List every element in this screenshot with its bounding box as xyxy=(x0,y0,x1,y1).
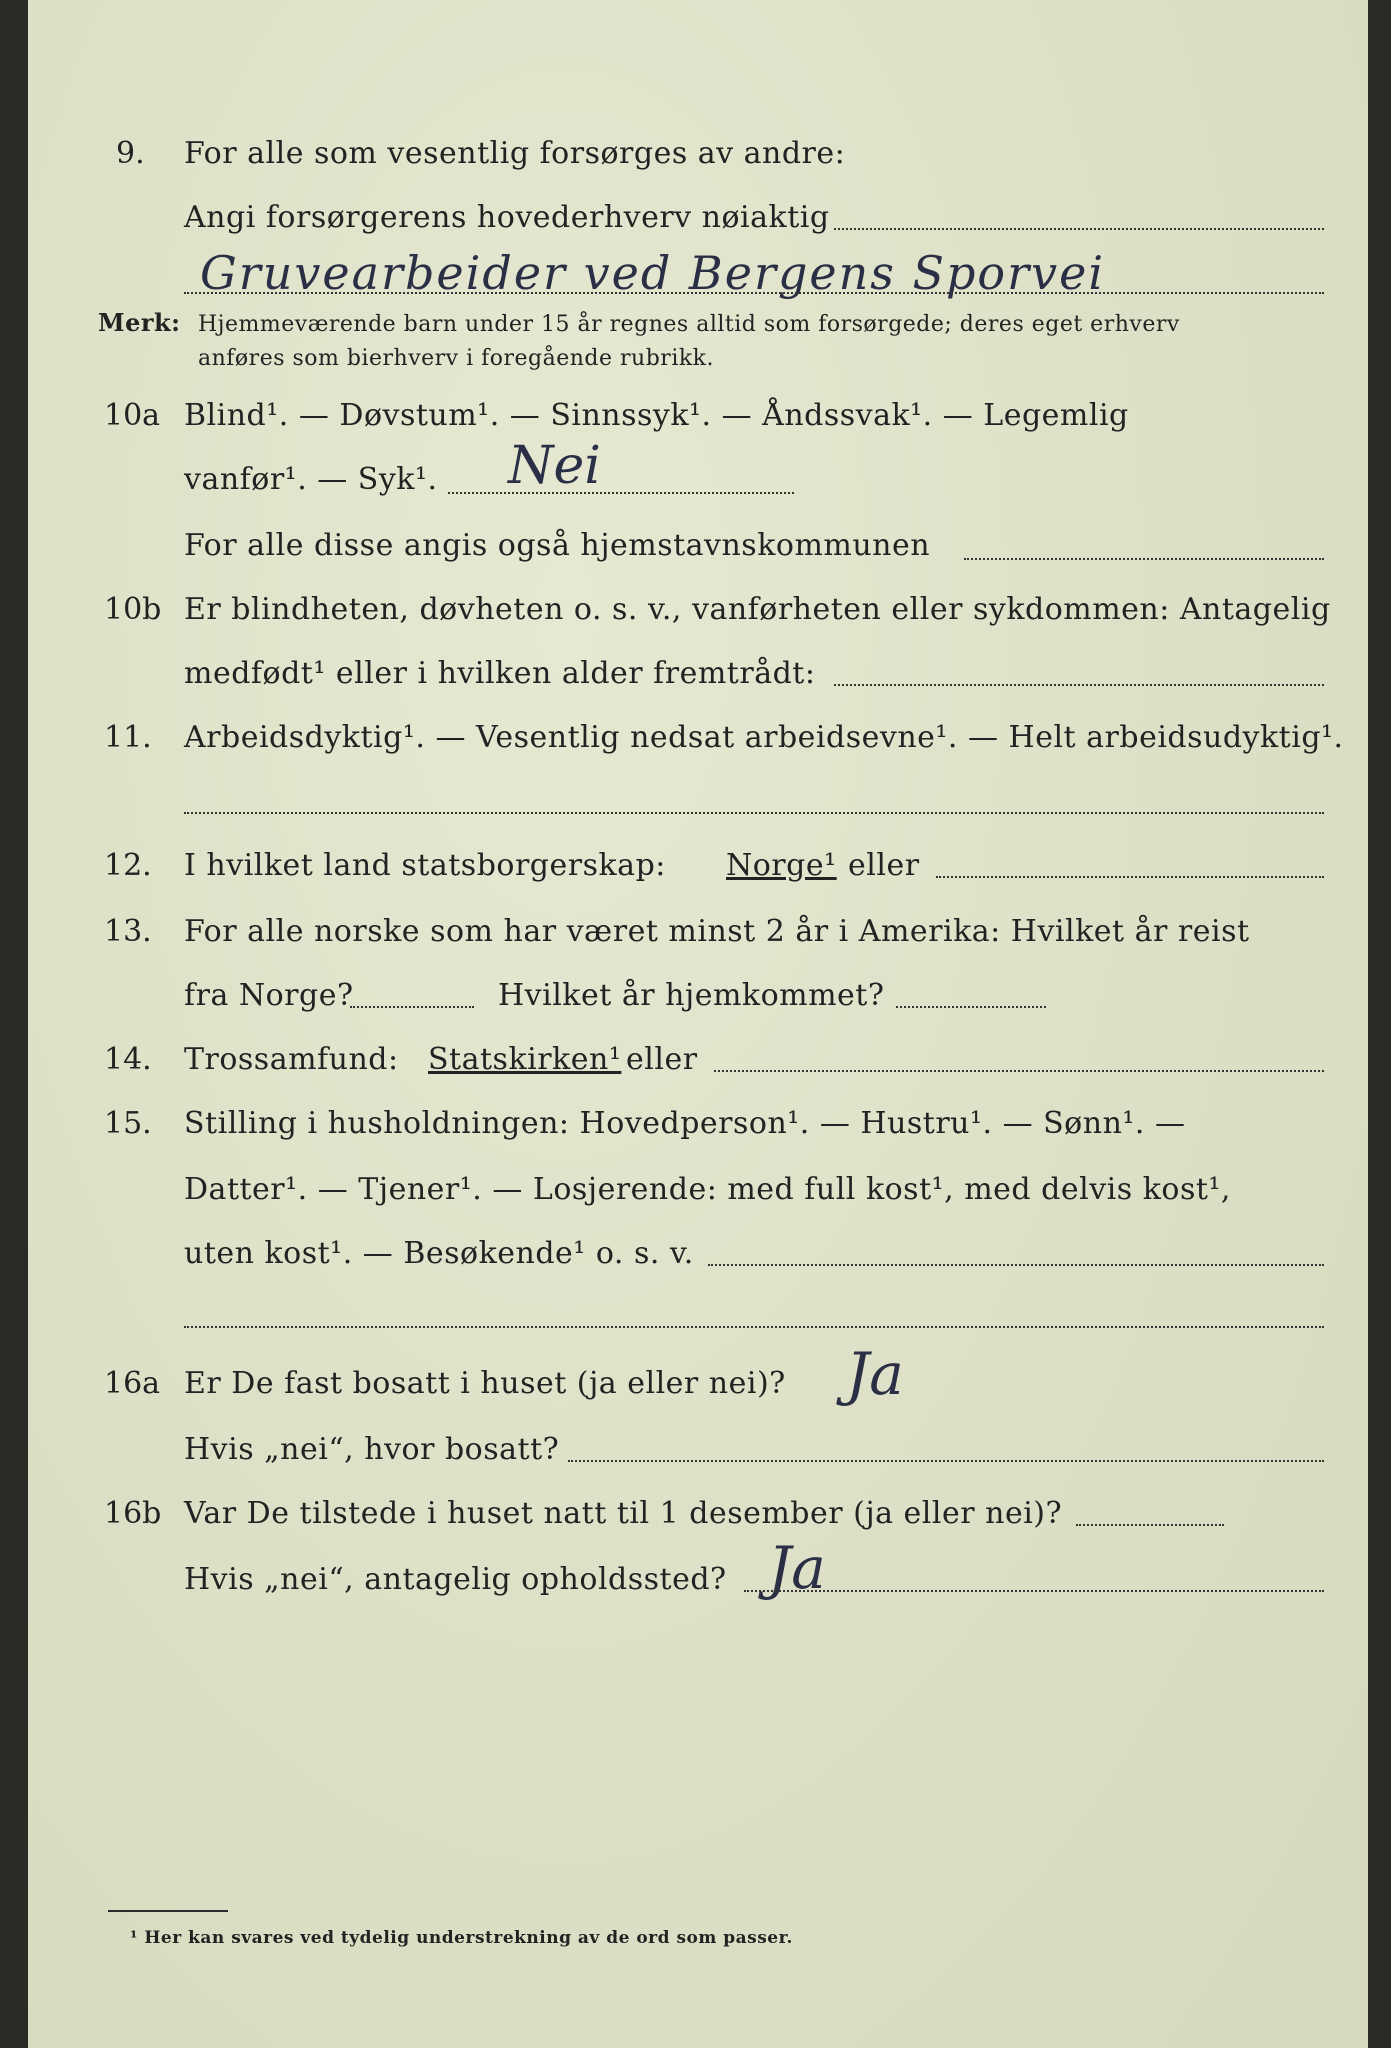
q15-line3: uten kost¹. — Besøkende¹ o. s. v. xyxy=(184,1236,694,1271)
q9-line2: Angi forsørgerens hovederhverv nøiaktig xyxy=(184,200,830,235)
item-number-13: 13. xyxy=(104,914,152,949)
q10a-hjemstavn-line xyxy=(964,558,1324,560)
q13-line2a: fra Norge? xyxy=(184,978,354,1013)
q15-extra-line xyxy=(184,1326,1324,1328)
merk-label: Merk: xyxy=(98,308,181,337)
q15-line1: Stilling i husholdningen: Hovedperson¹. — Hustru¹. — Sønn¹. — xyxy=(184,1106,1186,1141)
q16b-opholdssted-line xyxy=(744,1590,1324,1592)
q9-handwritten-answer[interactable]: Gruvearbeider ved Bergens Sporvei xyxy=(200,246,1106,300)
q12-answer-line xyxy=(936,876,1324,878)
q10a-handwritten-answer[interactable]: Nei xyxy=(508,436,601,496)
q10a-line2: vanfør¹. — Syk¹. xyxy=(184,462,438,497)
merk-line2: anføres som bierhverv i foregående rubrikk. xyxy=(198,346,715,371)
q10a-line3: For alle disse angis også hjemstavnskommunen xyxy=(184,528,931,563)
q16b-line1: Var De tilstede i huset natt til 1 desember (ja eller nei)? xyxy=(184,1496,1063,1531)
q16a-line1: Er De fast bosatt i huset (ja eller nei)? xyxy=(184,1366,786,1401)
q13-line2b: Hvilket år hjemkommet? xyxy=(498,978,885,1013)
q9-line1: For alle som vesentlig forsørges av andre: xyxy=(184,136,846,171)
q16b-answer-line xyxy=(1076,1524,1224,1526)
item-number-15: 15. xyxy=(104,1106,152,1141)
item-number-10b: 10b xyxy=(104,592,162,627)
q10b-line2: medfødt¹ eller i hvilken alder fremtrådt: xyxy=(184,656,816,691)
item-number-12: 12. xyxy=(104,848,152,883)
q15-answer-line xyxy=(708,1264,1324,1266)
item-number-10a: 10a xyxy=(104,398,161,433)
q13-reist-line xyxy=(350,1006,474,1008)
q11-answer-line xyxy=(184,812,1324,814)
q10a-line1: Blind¹. — Døvstum¹. — Sinnssyk¹. — Åndssvak¹. — Legemlig xyxy=(184,398,1129,433)
q13-hjemkommet-line xyxy=(896,1006,1046,1008)
footnote-rule xyxy=(108,1910,228,1912)
item-number-16a: 16a xyxy=(104,1366,161,1401)
item-number-11: 11. xyxy=(104,720,152,755)
q12-tail: eller xyxy=(848,848,920,883)
q15-line2: Datter¹. — Tjener¹. — Losjerende: med full kost¹, med delvis kost¹, xyxy=(184,1172,1231,1207)
q9-dotted-line xyxy=(834,228,1324,230)
q16a-handwritten-answer[interactable]: Ja xyxy=(846,1340,904,1408)
q12-text: I hvilket land statsborgerskap: xyxy=(184,848,666,883)
q14-option-statskirken[interactable]: Statskirken¹ xyxy=(428,1042,622,1077)
q10b-line1: Er blindheten, døvheten o. s. v., vanførheten eller sykdommen: Antagelig xyxy=(184,592,1331,627)
census-form-page xyxy=(28,0,1368,2048)
q16b-handwritten-answer[interactable]: Ja xyxy=(768,1534,826,1602)
q10b-answer-line xyxy=(834,684,1324,686)
q14-answer-line xyxy=(714,1070,1324,1072)
q11-line1: Arbeidsdyktig¹. — Vesentlig nedsat arbeidsevne¹. — Helt arbeidsudyktig¹. xyxy=(184,720,1344,755)
q10a-answer-line xyxy=(448,492,794,494)
q14-text: Trossamfund: xyxy=(184,1042,399,1077)
footnote: ¹ Her kan svares ved tydelig understrekning av de ord som passer. xyxy=(130,1928,793,1948)
q14-tail: eller xyxy=(626,1042,698,1077)
item-number-16b: 16b xyxy=(104,1496,162,1531)
q9-answer-line xyxy=(184,292,1324,294)
q13-line1: For alle norske som har været minst 2 år i Amerika: Hvilket år reist xyxy=(184,914,1250,949)
q12-option-norge[interactable]: Norge¹ xyxy=(726,848,837,883)
q16a-answer-line xyxy=(568,1460,1324,1462)
item-number-14: 14. xyxy=(104,1042,152,1077)
q16a-line2: Hvis „nei“, hvor bosatt? xyxy=(184,1432,560,1467)
q16b-line2: Hvis „nei“, antagelig opholdssted? xyxy=(184,1562,727,1597)
merk-line1: Hjemmeværende barn under 15 år regnes alltid som forsørgede; deres eget erhverv xyxy=(198,312,1180,337)
item-number-9: 9. xyxy=(116,136,145,171)
